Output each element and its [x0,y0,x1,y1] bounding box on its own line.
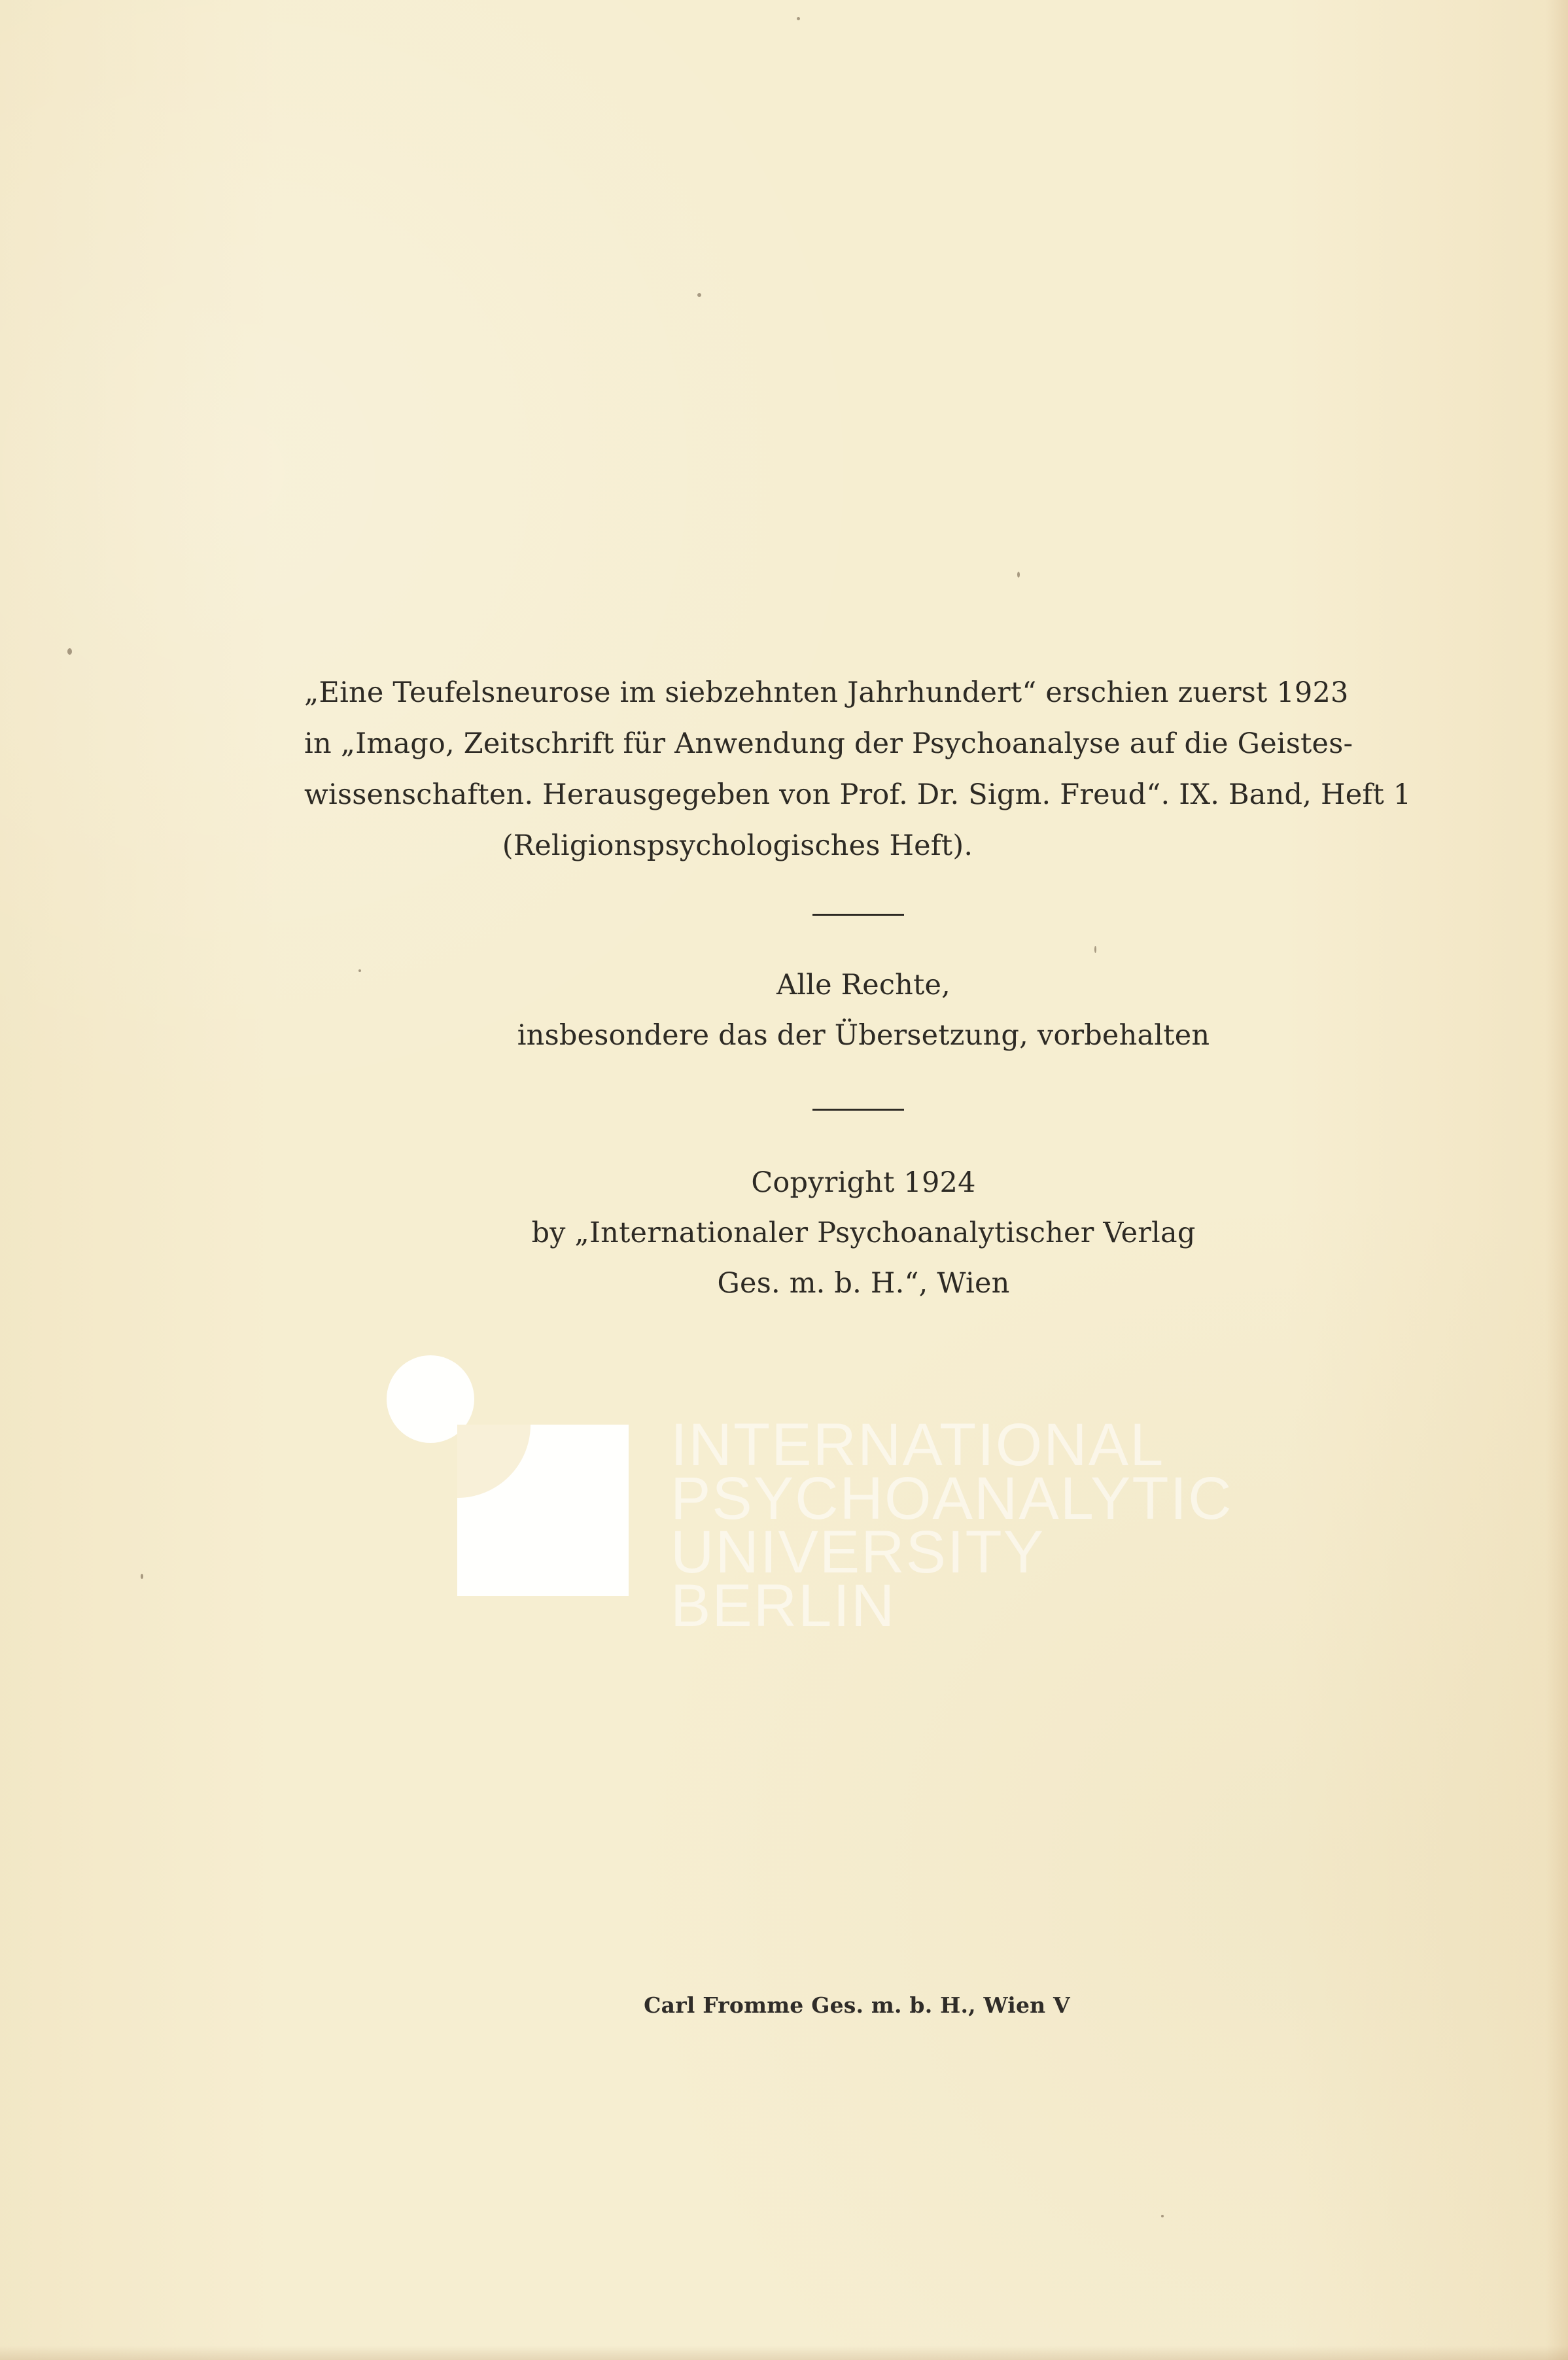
publication-note [304,667,1429,871]
paper-edge-bottom [0,2346,1568,2360]
paper-speck [1094,946,1096,953]
paper-speck [67,648,72,655]
university-watermark [387,1355,1257,1639]
copyright-line-3: Ges. m. b. H.“, Wien [717,1267,1010,1300]
watermark-line-1: INTERNATIONAL [671,1412,1165,1478]
rights-notice [327,960,1400,1061]
watermark-text [671,1412,1259,1639]
publication-note-line-4: (Religionspsychologisches Heft). [502,829,973,862]
watermark-circle-mark [387,1355,474,1443]
printer-imprint: Carl Fromme Ges. m. b. H., Wien V [644,1992,1070,2018]
copyright-notice [327,1158,1400,1309]
paper-speck [1161,2215,1164,2217]
paper-speck [1017,572,1020,578]
publication-note-line-2: in „Imago, Zeitschrift für Anwendung der Psychoanalyse auf die Geistes- [304,727,1353,760]
publication-note-line-3: wissenschaften. Herausgegeben von Prof. Dr. Sigm. Freud“. IX. Band, Heft 1 [304,778,1412,811]
copyright-line-1: Copyright 1924 [751,1166,976,1199]
watermark-square-mark [457,1425,629,1596]
paper-speck [697,293,701,297]
copyright-line-2: by „Internationaler Psychoanalytischer Verlag [531,1217,1196,1249]
rights-line-1: Alle Rechte, [776,969,951,1001]
section-divider-2 [812,1109,904,1111]
paper-edge-right [1546,0,1568,2360]
rights-line-2: insbesondere das der Übersetzung, vorbehalten [517,1019,1210,1052]
watermark-line-3: UNIVERSITY BERLIN [671,1519,1044,1639]
paper-speck [797,17,800,20]
publication-note-line-1: „Eine Teufelsneurose im siebzehnten Jahrhundert“ erschien zuerst 1923 [304,676,1349,709]
watermark-line-2: PSYCHOANALYTIC [671,1465,1233,1532]
section-divider-1 [812,914,904,916]
paper-speck [141,1574,143,1579]
